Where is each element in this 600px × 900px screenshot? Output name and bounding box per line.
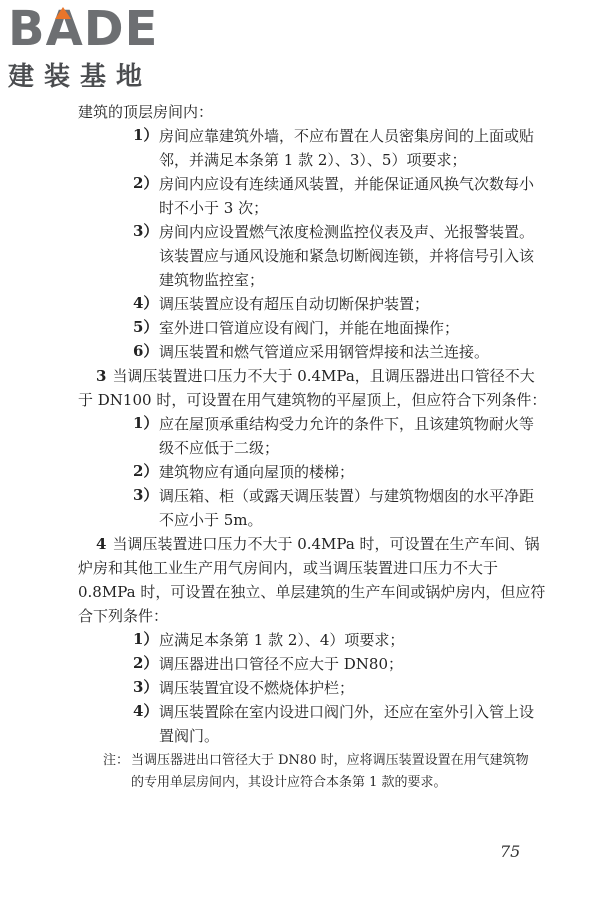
list-item-number: 2） (133, 654, 159, 672)
page-number: 75 (500, 842, 521, 861)
list-item (133, 220, 548, 292)
list-item (133, 460, 548, 484)
list-item-text: 房间内应设有连续通风装置，并能保证通风换气次数每小时不小于 3 次； (159, 175, 535, 217)
intro-line: 建筑的顶层房间内： (78, 103, 214, 121)
clause-3-number: 3 (96, 367, 107, 385)
note-label: 注： (103, 753, 130, 768)
list-item-number: 1） (133, 630, 159, 648)
list-item-number: 2） (133, 174, 159, 192)
clause-3 (78, 364, 548, 412)
list-item (133, 124, 548, 172)
list-item-text: 调压装置宜设不燃烧体护栏； (159, 679, 355, 697)
list-item (133, 676, 548, 700)
list-item-text: 调压装置除在室内设进口阀门外，还应在室外引入管上设置阀门。 (159, 703, 535, 745)
list-item-text: 调压箱、柜（或露天调压装置）与建筑物烟囱的水平净距不应小于 5m。 (159, 487, 535, 529)
logo-accent-triangle-icon (55, 7, 71, 19)
clause-4 (78, 532, 548, 628)
list-item (133, 340, 548, 364)
list-item-text: 调压装置和燃气管道应采用钢管焊接和法兰连接。 (159, 343, 490, 361)
clause-3-text: 当调压装置进口压力不大于 0.4MPa，且调压器进出口管径不大于 DN100 时，可设置在用气建筑物的平屋顶上，但应符合下列条件： (78, 367, 547, 409)
list-item-text: 应在屋顶承重结构受力允许的条件下，且该建筑物耐火等级不应低于二级； (159, 415, 535, 457)
list-item-number: 5） (133, 318, 159, 336)
list-item (133, 652, 548, 676)
list-item-number: 6） (133, 342, 159, 360)
list-item-number: 3） (133, 222, 159, 240)
list-item (133, 172, 548, 220)
list-item (133, 484, 548, 532)
list-item (133, 700, 548, 748)
list-item-text: 调压器进出口管径不应大于 DN80； (159, 655, 404, 673)
note-text: 当调压器进出口管径大于 DN80 时，应将调压装置设置在用气建筑物的专用单层房间内，其设计应符合本条第 1 款的要求。 (131, 753, 529, 790)
list-item (133, 292, 548, 316)
logo-brand-text: BADE (8, 1, 159, 57)
list-item-text: 室外进口管道应设有阀门，并能在地面操作； (159, 319, 460, 337)
document-body (78, 100, 548, 794)
list-item-number: 3） (133, 486, 159, 504)
list-item-number: 1） (133, 414, 159, 432)
clause-4-number: 4 (96, 535, 107, 553)
list-item (133, 316, 548, 340)
note (103, 750, 548, 794)
list-item-number: 3） (133, 678, 159, 696)
list-item-number: 1） (133, 126, 159, 144)
logo-cn-name: 建装基地 (8, 62, 153, 92)
list-item-number: 2） (133, 462, 159, 480)
list-c (78, 628, 548, 748)
list-item-text: 调压装置应设有超压自动切断保护装置； (159, 295, 430, 313)
logo-wordmark (8, 1, 178, 57)
clause-4-text: 当调压装置进口压力不大于 0.4MPa 时，可设置在生产车间、锅炉房和其他工业生产用气房间内，或当调压装置进口压力不大于 0.8MPa 时，可设置在独立、单层建筑的生产车间或锅炉房内，但应符合下列条件： (78, 535, 546, 625)
list-item (133, 412, 548, 460)
list-item-number: 4） (133, 294, 159, 312)
list-item (133, 628, 548, 652)
list-item-text: 应满足本条第 1 款 2）、4）项要求； (159, 631, 405, 649)
bade-logo (8, 1, 178, 93)
list-item-number: 4） (133, 702, 159, 720)
list-a (78, 124, 548, 364)
list-item-text: 房间内应设置燃气浓度检测监控仪表及声、光报警装置。该装置应与通风设施和紧急切断阀连锁，并将信号引入该建筑物监控室； (159, 223, 535, 289)
list-item-text: 房间应靠建筑外墙，不应布置在人员密集房间的上面或贴邻，并满足本条第 1 款 2）、3）、5）项要求； (159, 127, 535, 169)
list-b (78, 412, 548, 532)
list-item-text: 建筑物应有通向屋顶的楼梯； (159, 463, 355, 481)
